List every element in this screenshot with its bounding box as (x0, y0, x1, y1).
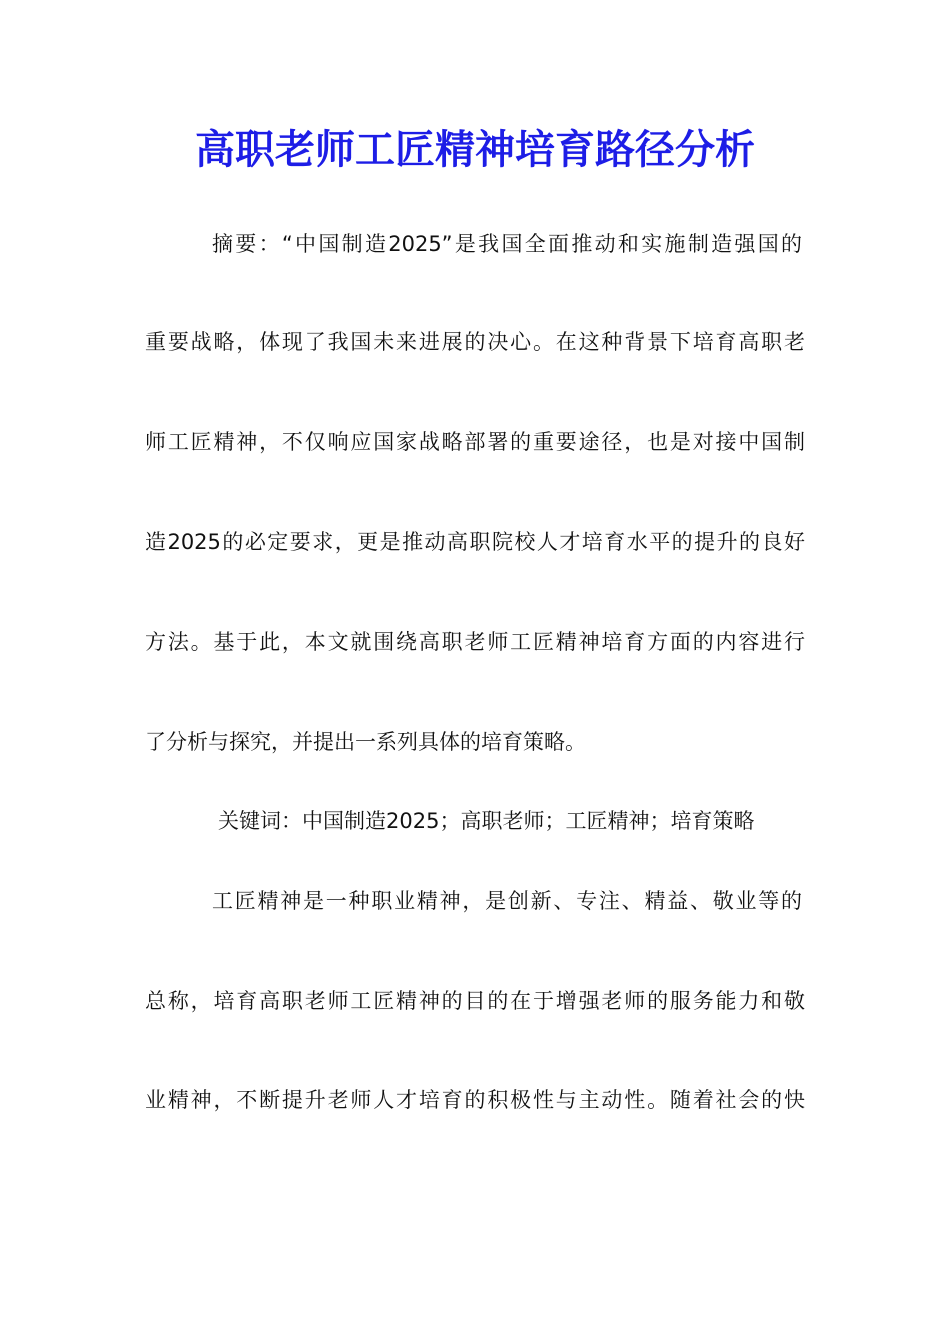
abstract-line-6: 了分析与探究，并提出一系列具体的培育策略。 (145, 730, 586, 754)
abstract-line-4: 造2025的必定要求，更是推动高职院校人才培育水平的提升的良好 (145, 530, 805, 554)
body-line-1: 工匠精神是一种职业精神，是创新、专注、精益、敬业等的 (212, 889, 802, 913)
abstract-line-3: 师工匠精神，不仅响应国家战略部署的重要途径，也是对接中国制 (145, 430, 805, 454)
document-title: 高职老师工匠精神培育路径分析 (195, 126, 755, 173)
abstract-line-2: 重要战略，体现了我国未来进展的决心。在这种背景下培育高职老 (145, 330, 805, 354)
body-line-3: 业精神，不断提升老师人才培育的积极性与主动性。随着社会的快 (145, 1088, 805, 1112)
keywords-line: 关键词：中国制造2025；高职老师；工匠精神；培育策略 (218, 809, 755, 833)
abstract-line-1: 摘要：“中国制造2025”是我国全面推动和实施制造强国的 (212, 232, 802, 256)
body-line-2: 总称，培育高职老师工匠精神的目的在于增强老师的服务能力和敬 (145, 989, 805, 1013)
abstract-line-5: 方法。基于此，本文就围绕高职老师工匠精神培育方面的内容进行 (145, 630, 805, 654)
